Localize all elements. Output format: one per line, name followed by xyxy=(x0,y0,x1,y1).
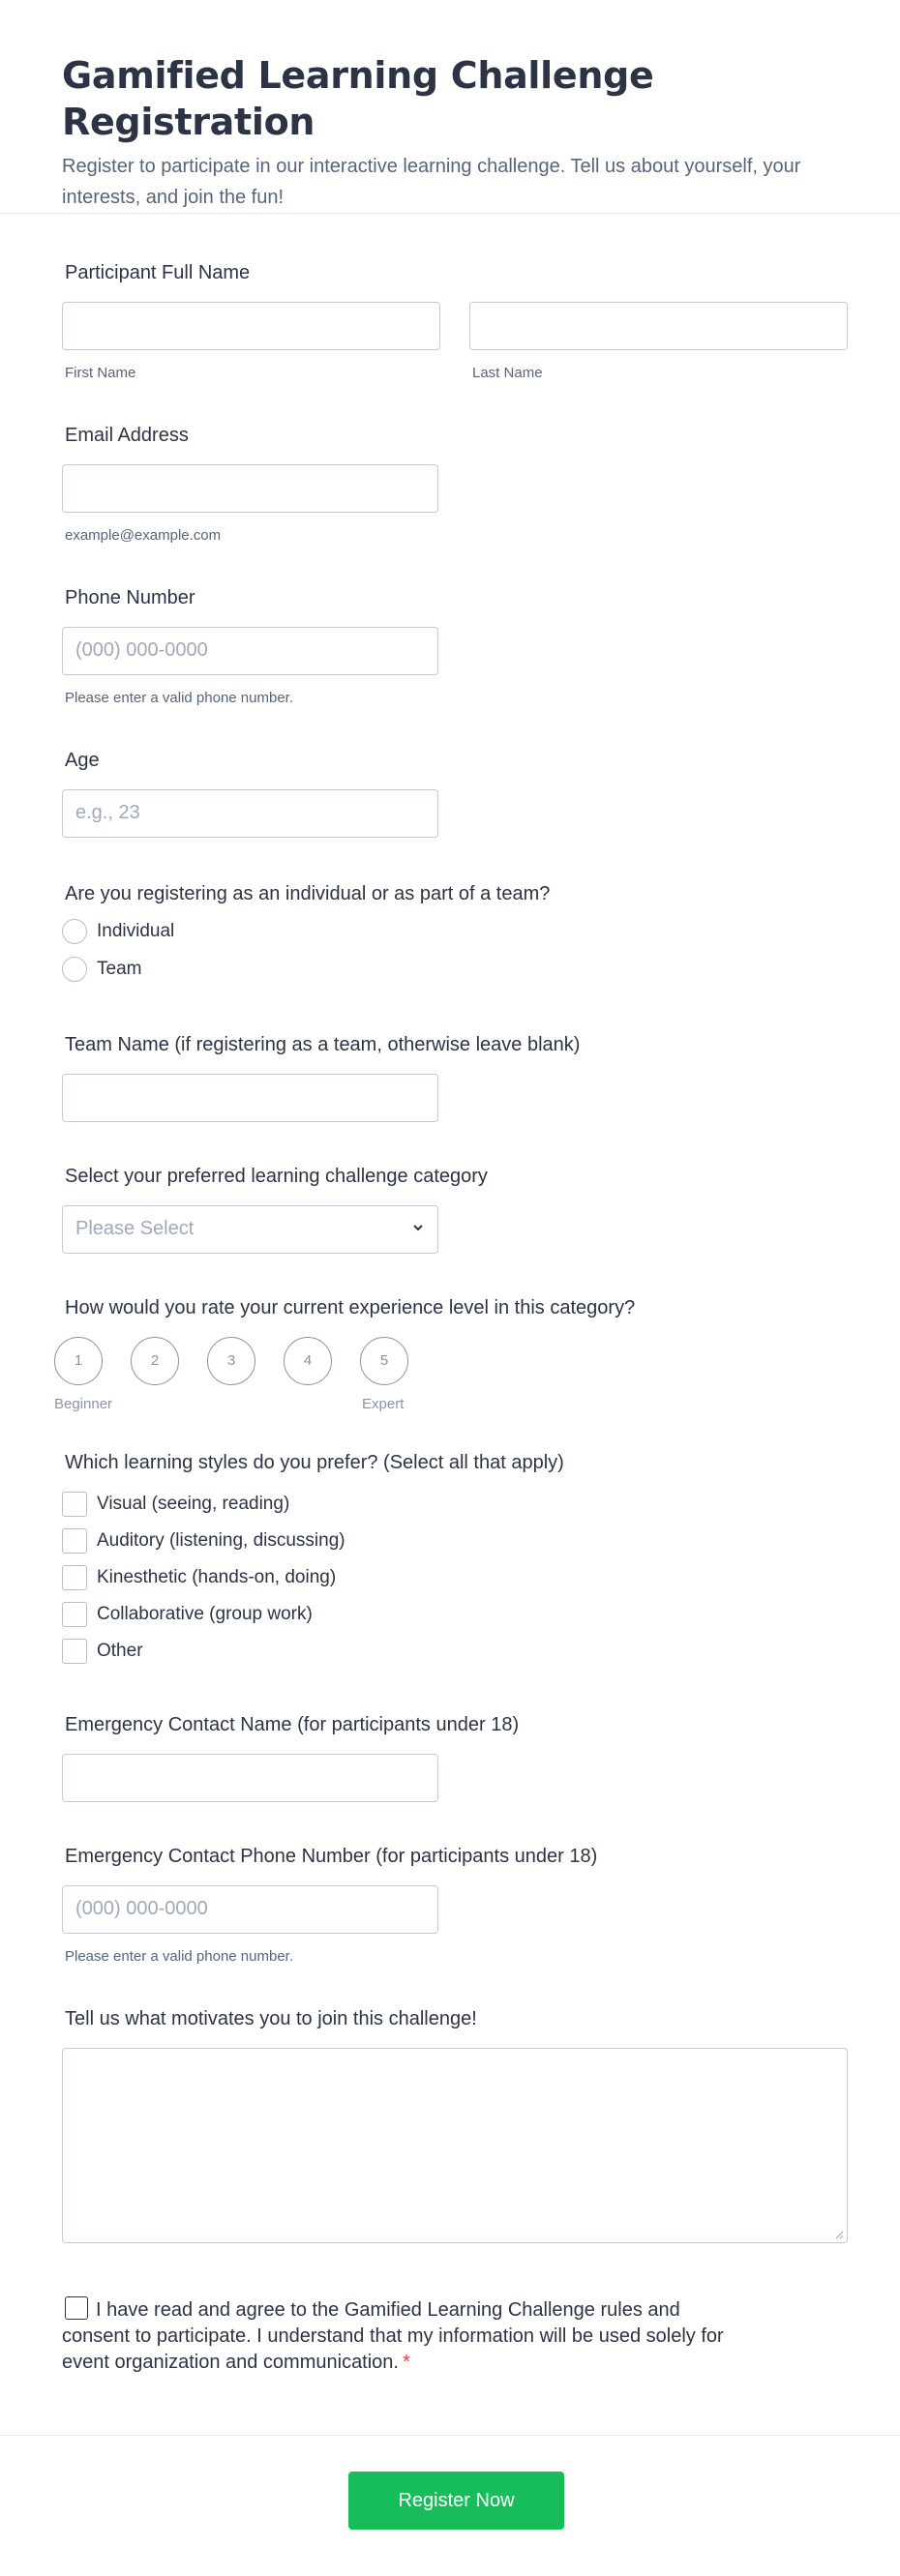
last-name-sublabel: Last Name xyxy=(472,365,543,381)
category-select-value: Please Select xyxy=(75,1218,195,1239)
register-now-button[interactable]: Register Now xyxy=(348,2472,564,2530)
checkbox-label: Visual (seeing, reading) xyxy=(97,1494,290,1514)
checkbox-option-visual[interactable] xyxy=(62,1492,836,1517)
learning-styles-field xyxy=(62,1451,836,1664)
radio-label: Individual xyxy=(97,921,175,941)
rating-min-caption: Beginner xyxy=(54,1396,113,1412)
team-name-input[interactable] xyxy=(62,1074,438,1122)
checkbox-label: Auditory (listening, discussing) xyxy=(97,1530,345,1551)
email-field xyxy=(62,424,438,545)
consent-field xyxy=(62,2296,848,2376)
form-header xyxy=(0,0,900,214)
emergency-phone-field xyxy=(62,1845,836,1966)
learning-styles-label: Which learning styles do you prefer? (Select all that apply) xyxy=(65,1452,564,1473)
phone-field xyxy=(62,586,438,707)
registration-type-label: Are you registering as an individual or as part of a team? xyxy=(65,883,551,904)
checkbox-option-other[interactable] xyxy=(62,1639,836,1664)
checkbox[interactable] xyxy=(62,1565,87,1590)
registration-type-field xyxy=(62,882,836,982)
checkbox-label: Collaborative (group work) xyxy=(97,1604,313,1624)
experience-label: How would you rate your current experience level in this category? xyxy=(65,1297,636,1318)
rating-option-1[interactable]: 1 xyxy=(54,1337,103,1385)
phone-input[interactable]: (000) 000-0000 xyxy=(62,627,438,675)
radio-option-individual[interactable] xyxy=(62,919,836,944)
emergency-phone-label: Emergency Contact Phone Number (for participants under 18) xyxy=(65,1846,598,1867)
experience-field xyxy=(54,1296,836,1424)
team-name-label: Team Name (if registering as a team, otherwise leave blank) xyxy=(65,1034,581,1055)
last-name-input[interactable] xyxy=(469,302,848,350)
emergency-name-field xyxy=(62,1713,836,1802)
consent-block xyxy=(62,2296,749,2376)
consent-checkbox[interactable] xyxy=(65,2296,88,2320)
checkbox-label: Kinesthetic (hands-on, doing) xyxy=(97,1567,337,1587)
rating-scale xyxy=(54,1337,836,1424)
form-footer xyxy=(0,2435,900,2576)
emergency-name-input[interactable] xyxy=(62,1754,438,1802)
rating-option-5[interactable]: 5 xyxy=(360,1337,408,1385)
rating-option-4[interactable]: 4 xyxy=(284,1337,332,1385)
form-description: Register to participate in our interactive learning challenge. Tell us about yourself, your interests, and join the fun! xyxy=(62,156,801,208)
checkbox-option-kinesthetic[interactable] xyxy=(62,1565,836,1590)
chevron-down-icon xyxy=(412,1222,424,1233)
email-sublabel: example@example.com xyxy=(65,527,222,544)
rating-option-3[interactable]: 3 xyxy=(207,1337,255,1385)
checkbox-option-collaborative[interactable] xyxy=(62,1602,836,1627)
checkbox[interactable] xyxy=(62,1492,87,1517)
first-name-input[interactable] xyxy=(62,302,440,350)
motivation-textarea[interactable] xyxy=(62,2048,848,2243)
age-label: Age xyxy=(65,750,100,771)
emergency-phone-sublabel: Please enter a valid phone number. xyxy=(65,1948,293,1965)
email-input[interactable] xyxy=(62,464,438,513)
rating-max-caption: Expert xyxy=(362,1396,405,1412)
age-field xyxy=(62,749,438,838)
checkbox[interactable] xyxy=(62,1528,87,1554)
motivation-field xyxy=(62,2007,848,2243)
age-input[interactable]: e.g., 23 xyxy=(62,789,438,838)
required-mark: * xyxy=(403,2352,410,2373)
first-name-sublabel: First Name xyxy=(65,365,136,381)
email-label: Email Address xyxy=(65,425,189,446)
checkbox-option-auditory[interactable] xyxy=(62,1528,836,1554)
phone-sublabel: Please enter a valid phone number. xyxy=(65,690,293,706)
category-select[interactable] xyxy=(62,1205,438,1254)
emergency-name-label: Emergency Contact Name (for participants under 18) xyxy=(65,1714,520,1735)
checkbox-label: Other xyxy=(97,1641,143,1661)
form-title: Gamified Learning Challenge Registration xyxy=(62,54,654,143)
emergency-phone-input[interactable]: (000) 000-0000 xyxy=(62,1885,438,1934)
category-field xyxy=(62,1165,836,1254)
radio-button[interactable] xyxy=(62,919,87,944)
team-name-field xyxy=(62,1033,836,1122)
motivation-label: Tell us what motivates you to join this challenge! xyxy=(65,2008,477,2029)
radio-option-team[interactable] xyxy=(62,957,836,982)
radio-label: Team xyxy=(97,959,142,979)
category-label: Select your preferred learning challenge category xyxy=(65,1166,488,1187)
full-name-field xyxy=(62,261,848,379)
radio-button[interactable] xyxy=(62,957,87,982)
consent-text: I have read and agree to the Gamified Learning Challenge rules and consent to participate. I understand that my information will be used solely for event organization and communication. xyxy=(62,2299,724,2373)
phone-label: Phone Number xyxy=(65,587,195,608)
checkbox[interactable] xyxy=(62,1639,87,1664)
resize-handle-icon[interactable] xyxy=(834,2230,844,2239)
full-name-label: Participant Full Name xyxy=(65,262,251,283)
checkbox[interactable] xyxy=(62,1602,87,1627)
rating-option-2[interactable]: 2 xyxy=(131,1337,179,1385)
